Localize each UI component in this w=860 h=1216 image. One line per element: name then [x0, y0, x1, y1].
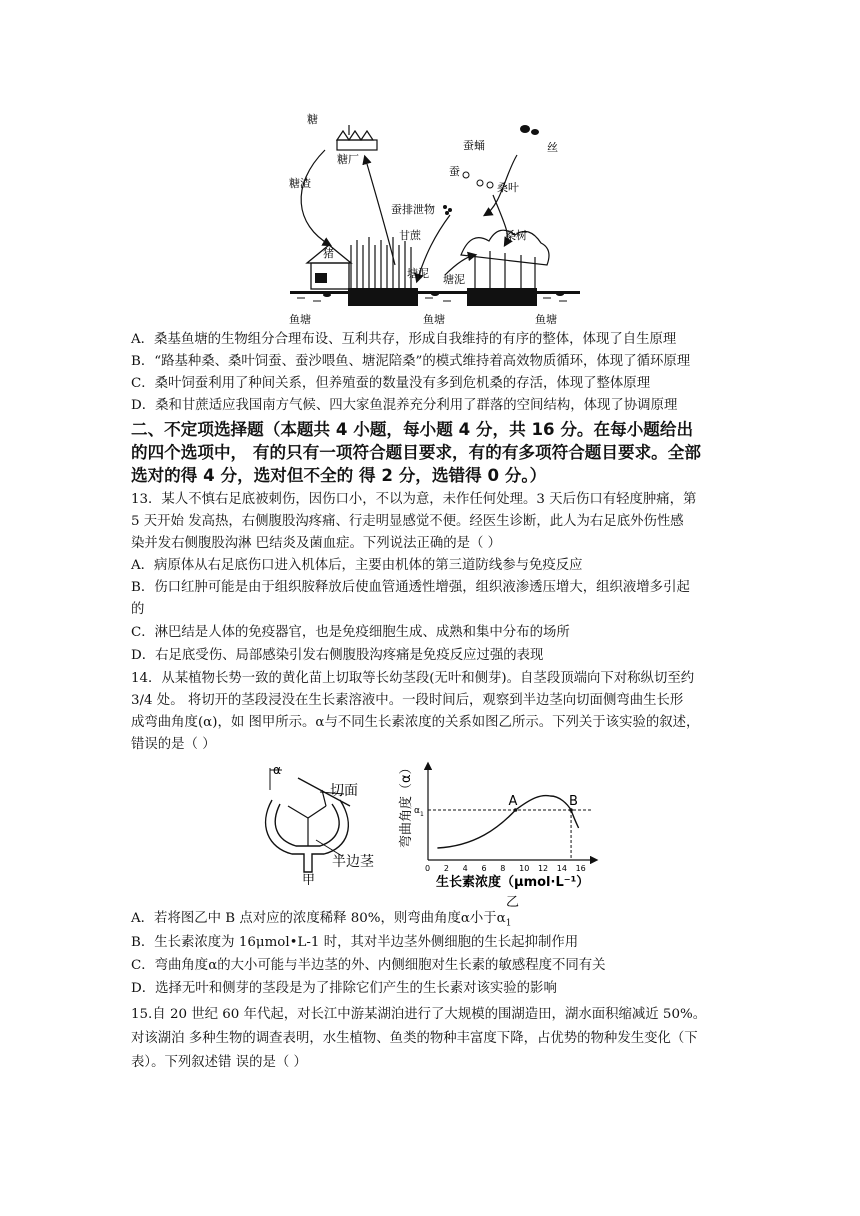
fish-pond-label-2: 鱼塘: [423, 313, 445, 326]
pig-label: 猪: [323, 247, 334, 260]
q13-option-b-cont: 的: [131, 602, 145, 617]
point-b-label: B: [569, 794, 578, 809]
q14-stem-3: 成弯曲角度(α)，如 图甲所示。α与不同生长素浓度的关系如图乙所示。下列关于该实验的叙述，: [131, 715, 700, 730]
y-axis-label: 弯曲角度（α）: [399, 761, 414, 848]
silkworm-excrement-label: 蚕排泄物: [391, 203, 435, 216]
section2-heading-line3: 选对的得 4 分，选对但不全的 得 2 分，选错得 0 分。）: [131, 466, 547, 485]
q12-option-d: D．桑和甘蔗适应我国南方气候、四大家鱼混养充分利用了群落的空间结构，体现了协调原理: [131, 398, 678, 413]
q15-stem-2: 对该湖泊 多种生物的调查表明，水生植物、鱼类的物种丰富度下降，占优势的物种发生变化（下: [131, 1031, 698, 1046]
q12-option-c: C．桑叶饲蚕利用了种间关系，但养殖蚕的数量没有多到危机桑的存活，体现了整体原理: [131, 376, 651, 391]
q14-option-c: C．弯曲角度α的大小可能与半边茎的外、内侧细胞对生长素的敏感程度不同有关: [131, 958, 606, 973]
x-axis-label: 生长素浓度（μmol·L⁻¹）: [436, 875, 590, 890]
x-tick-label-1: 2: [443, 864, 449, 873]
sugarcane-label: 甘蔗: [399, 229, 421, 242]
half-stem-label: 半边茎: [332, 854, 374, 870]
q14-option-b: B．生长素浓度为 16μmol•L-1 时，其对半边茎外侧细胞的生长起抑制作用: [131, 935, 579, 950]
sugarcane-field-icon: [351, 237, 411, 288]
silk-cocoon-icon: [520, 125, 539, 135]
q13-stem-3: 染并发右侧腹股沟淋 巴结炎及菌血症。下列说法正确的是（ ）: [131, 536, 502, 551]
fish-pond-label-3: 鱼塘: [535, 313, 557, 326]
sugar-residue-label: 糖渣: [289, 177, 311, 190]
x-tick-label-4: 8: [500, 864, 506, 873]
q14-stem-1: 14．从某植物长势一致的黄化苗上切取等长幼茎段(无叶和侧芽)。自茎段顶端向下对称纵切至约: [131, 671, 695, 686]
q15-stem-3: 表）。下列叙述错 误的是（ ）: [131, 1055, 307, 1070]
jia-caption: 甲: [302, 873, 316, 885]
pond-mud-label-2: 塘泥: [443, 273, 465, 286]
sugar-factory-label: 糖厂: [337, 153, 359, 166]
pond-mud-label-1: 塘泥: [407, 267, 429, 280]
excrement-icon: [443, 205, 452, 215]
sugar-factory-icon: [337, 125, 377, 150]
sugar-label: 糖: [307, 113, 318, 126]
fish-pond-label-1: 鱼塘: [289, 313, 311, 326]
x-tick-label-0: 0: [425, 864, 431, 873]
q13-option-c: C．淋巴结是人体的免疫器官，也是免疫细胞生成、成熟和集中分布的场所: [131, 625, 570, 640]
pupa-label: 蚕蛹: [463, 139, 485, 152]
x-tick-label-2: 4: [462, 864, 468, 873]
section2-heading-line2: 的四个选项中， 有的只有一项符合题目要求，有的有多项符合题目要求。全部: [131, 443, 701, 462]
cut-surface-label: 切面: [330, 783, 358, 799]
mulberry-fish-pond-diagram: [285, 105, 585, 330]
q13-option-d: D．右足底受伤、局部感染引发右侧腹股沟疼痛是免疫反应过强的表现: [131, 648, 544, 663]
silkworm-icon: [463, 172, 493, 188]
q14-option-a: A．若将图乙中 B 点对应的浓度稀释 80%，则弯曲角度α小于$\alpha_1$: [131, 911, 512, 929]
silk-label: 丝: [547, 141, 558, 154]
mulberry-leaf-label: 桑叶: [497, 181, 519, 194]
x-tick-label-7: 14: [556, 864, 567, 873]
alpha-label: α: [273, 763, 281, 777]
x-tick-label-8: 16: [575, 864, 586, 873]
yi-caption: 乙: [506, 895, 520, 908]
figure-jia-half-stem: [260, 760, 395, 885]
q12-option-b: B．“路基种桑、桑叶饲蚕、蚕沙喂鱼、塘泥陪桑”的模式维持着高效物质循环，体现了循环原理: [131, 354, 691, 369]
point-a-label: A: [508, 794, 518, 809]
q12-option-a: A．桑基鱼塘的生物组分合理布设、互利共存，形成自我维持的有序的整体，体现了自生原理: [131, 332, 677, 347]
q13-stem-1: 13．某人不慎右足底被刺伤，因伤口小，不以为意，未作任何处理。3 天后伤口有轻度肿痛，第: [131, 492, 697, 507]
x-tick-label-3: 6: [481, 864, 487, 873]
q14-option-d: D．选择无叶和侧芽的茎段是为了排除它们产生的生长素对该实验的影响: [131, 981, 557, 996]
q13-option-a: A．病原体从右足底伤口进入机体后，主要由机体的第三道防线参与免疫反应: [131, 558, 583, 573]
mulberry-tree-label: 桑树: [505, 229, 527, 242]
q15-stem-1: 15.自 20 世纪 60 年代起，对长江中游某湖泊进行了大规模的围湖造田，湖水面积缩减近 50%。: [131, 1007, 707, 1022]
x-tick-label-5: 10: [519, 864, 530, 873]
alpha1-label: $\alpha_1$: [414, 806, 424, 818]
q14-stem-2: 3/4 处。 将切开的茎段浸没在生长素溶液中。一段时间后，观察到半边茎向切面侧弯曲生长形: [131, 693, 684, 708]
q14-stem-4: 错误的是（ ）: [131, 737, 216, 752]
q13-stem-2: 5 天开始 发高热，右侧腹股沟疼痛、行走明显感觉不便。经医生诊断，此人为右足底外伤性感: [131, 514, 684, 529]
section2-heading-line1: 二、不定项选择题（本题共 4 小题，每小题 4 分，共 16 分。在每小题给出: [131, 420, 694, 439]
silkworm-label: 蚕: [449, 165, 460, 178]
x-tick-label-6: 12: [537, 864, 549, 873]
q13-option-b: B．伤口红肿可能是由于组织胺释放后使血管通透性增强，组织液渗透压增大，组织液增多引起: [131, 580, 690, 595]
figure-yi-chart: [392, 758, 612, 908]
